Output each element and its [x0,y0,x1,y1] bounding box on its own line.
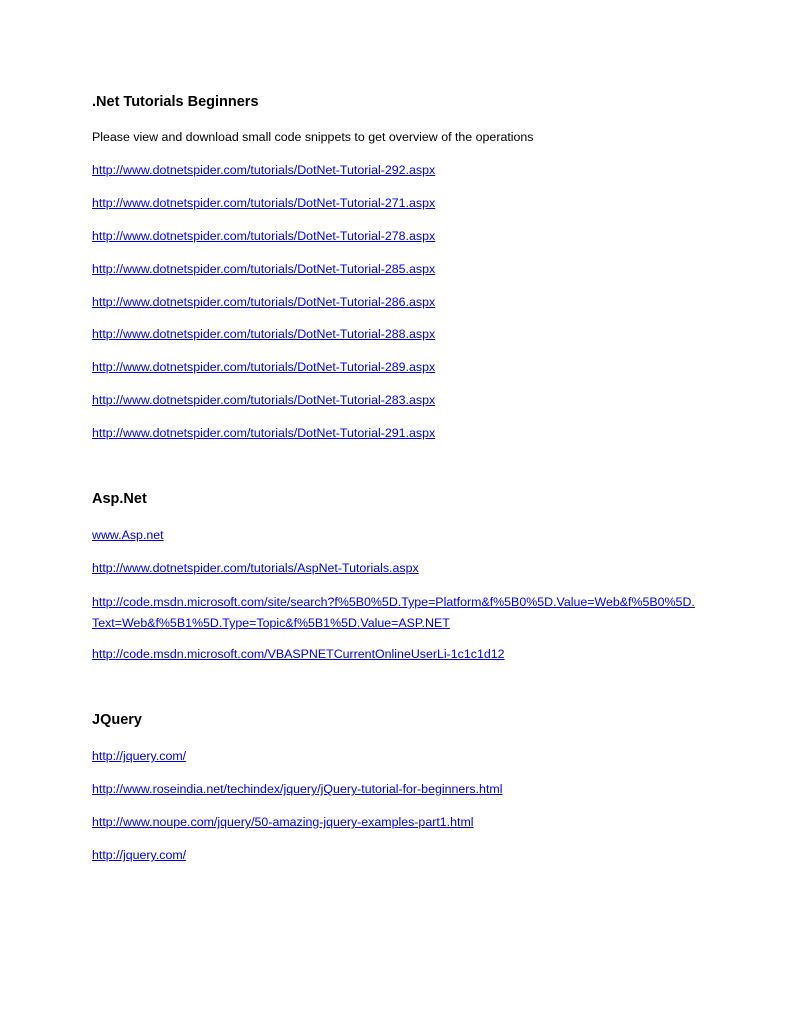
link-msdn-search[interactable]: http://code.msdn.microsoft.com/site/search?f%5B0%5D.Type=Platform&f%5B0%5D.Value=Web&f%5B0%5D.Text=Web&f%5B1%5D.Type=Topic&f%5B1%5D.Value=ASP.NET [92,595,695,630]
link-aspnet-tutorials[interactable]: http://www.dotnetspider.com/tutorials/AspNet-Tutorials.aspx [92,561,419,575]
link-jquery-home-2[interactable]: http://jquery.com/ [92,848,187,862]
link-roseindia-jquery-tutorial[interactable]: http://www.roseindia.net/techindex/jquery/jQuery-tutorial-for-beginners.html [92,782,503,796]
section-heading-aspnet: Asp.Net [92,491,147,507]
link-jquery-home[interactable]: http://jquery.com/ [92,749,187,763]
section-heading-dotnet-tutorials: .Net Tutorials Beginners [92,94,259,110]
link-asp-net[interactable]: www.Asp.net [92,528,164,542]
link-dotnet-tutorial-271[interactable]: http://www.dotnetspider.com/tutorials/DotNet-Tutorial-271.aspx [92,196,436,210]
link-dotnet-tutorial-278[interactable]: http://www.dotnetspider.com/tutorials/DotNet-Tutorial-278.aspx [92,229,436,243]
link-dotnet-tutorial-291[interactable]: http://www.dotnetspider.com/tutorials/DotNet-Tutorial-291.aspx [92,426,436,440]
link-dotnet-tutorial-283[interactable]: http://www.dotnetspider.com/tutorials/DotNet-Tutorial-283.aspx [92,393,436,407]
section-intro-text: Please view and download small code snippets to get overview of the operations [92,130,534,144]
link-msdn-online-users[interactable]: http://code.msdn.microsoft.com/VBASPNETCurrentOnlineUserLi-1c1c1d12 [92,647,505,661]
link-dotnet-tutorial-285[interactable]: http://www.dotnetspider.com/tutorials/DotNet-Tutorial-285.aspx [92,262,436,276]
link-dotnet-tutorial-288[interactable]: http://www.dotnetspider.com/tutorials/DotNet-Tutorial-288.aspx [92,327,436,341]
link-dotnet-tutorial-286[interactable]: http://www.dotnetspider.com/tutorials/DotNet-Tutorial-286.aspx [92,295,436,309]
link-dotnet-tutorial-289[interactable]: http://www.dotnetspider.com/tutorials/DotNet-Tutorial-289.aspx [92,360,436,374]
link-noupe-jquery-examples[interactable]: http://www.noupe.com/jquery/50-amazing-jquery-examples-part1.html [92,815,474,829]
link-dotnet-tutorial-292[interactable]: http://www.dotnetspider.com/tutorials/DotNet-Tutorial-292.aspx [92,163,436,177]
section-heading-jquery: JQuery [92,712,142,728]
